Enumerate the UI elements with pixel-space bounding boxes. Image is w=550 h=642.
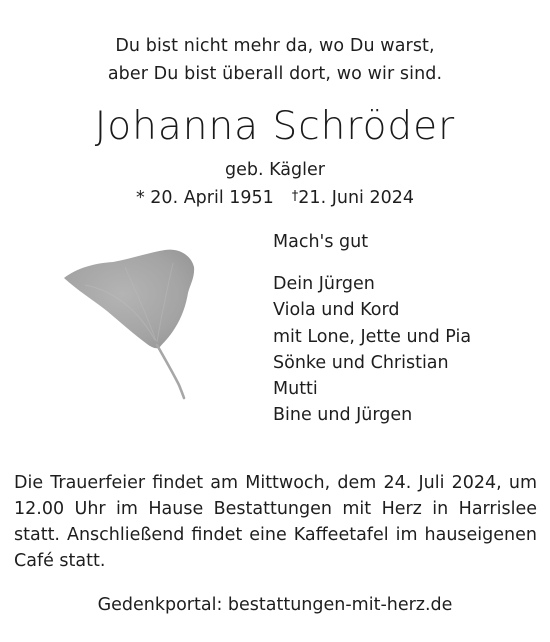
leaf-stem [157, 345, 184, 398]
mourner-item: Mutti [273, 379, 318, 400]
mourner-item: Sönke und Christian [273, 352, 449, 373]
motto-line-1: Du bist nicht mehr da, wo Du warst, [115, 36, 435, 56]
motto [0, 32, 550, 88]
ceremony-info: Die Trauerfeier findet am Mittwoch, dem 24. Juli 2024, um 12.00 Uhr im Hause Bestattungen mit Herz in Harrislee statt. Anschließend findet eine Kaffeetafel im hauseigenen Café statt. [14, 473, 537, 571]
leaf-blade [64, 250, 194, 349]
birth-date: * 20. April 1951 [135, 188, 274, 208]
memorial-portal: Gedenkportal: bestattungen-mit-herz.de [97, 595, 453, 615]
mourners-list [273, 271, 471, 429]
mourner-item: mit Lone, Jette und Pia [273, 326, 472, 347]
ginkgo-leaf-icon [55, 245, 235, 405]
mourner-item: Bine und Jürgen [273, 405, 413, 426]
mourner-item: Dein Jürgen [273, 274, 375, 294]
birth-name: geb. Kägler [225, 160, 325, 180]
life-dates [0, 186, 550, 212]
death-date: 21. Juni 2024 [298, 188, 414, 208]
mourner-item: Viola und Kord [273, 300, 400, 321]
motto-line-2: aber Du bist überall dort, wo wir sind. [107, 64, 443, 84]
deceased-name: Johanna Schröder [94, 104, 456, 149]
death-cross-icon: † [291, 189, 299, 204]
farewell-text: Mach's gut [273, 232, 369, 252]
